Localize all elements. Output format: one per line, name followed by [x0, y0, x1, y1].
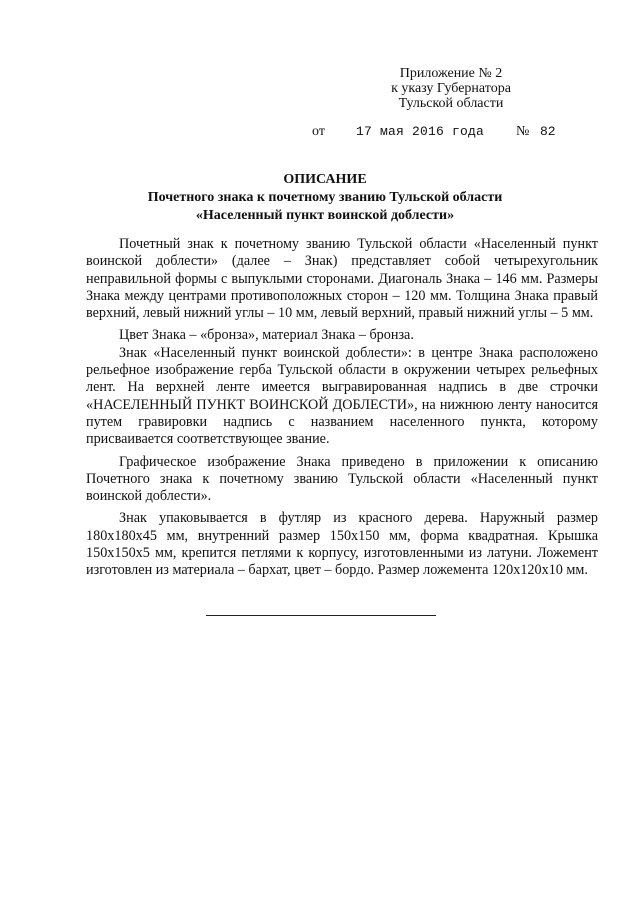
paragraph-description: Почетный знак к почетному званию Тульской области «Населенный пункт воинской доблести» (далее – Знак) представляет собой четырехугольник неправильной формы с выпуклыми сторонами. Диагональ Знака – 146 мм. Размеры Знака между центрами противоположных сторон – 120 мм. Толщина Знака правый верхний, левый нижний углы – 10 мм, левый верхний, правый нижний углы – 5 мм.	[86, 236, 598, 322]
title-subtitle-2: «Населенный пункт воинской доблести»	[195, 208, 455, 223]
paragraph-image-ref: Графическое изображение Знака приведено в приложении к описанию Почетного знака к почетному званию Тульской области «Населенный пункт воинской доблести».	[86, 453, 598, 505]
appendix-decree-ref: к указу Губернатора	[391, 81, 511, 96]
paragraph-design: Знак «Населенный пункт воинской доблести»: в центре Знака расположено рельефное изображение герба Тульской области в окружении четырех рельефных лент. На верхней ленте имеется выгравированная надпись в две строчки «НАСЕЛЕННЫЙ ПУНКТ ВОИНСКОЙ ДОБЛЕСТИ», на нижнюю ленту наносится путем гравировки надпись с названием населенного пункта, которому присваивается соответствующее звание.	[86, 344, 598, 448]
number-sign: №	[516, 124, 530, 139]
paragraph-packaging: Знак упаковывается в футляр из красного дерева. Наружный размер 180х180х45 мм, внутренний размер 150х150 мм, форма квадратная. Крышка 150х150х5 мм, крепится петлями к корпусу, изготовленными из латуни. Ложемент изготовлен из материала – бархат, цвет – бордо. Размер ложемента 120х120х10 мм.	[86, 510, 598, 579]
end-divider	[206, 615, 436, 616]
appendix-header	[381, 66, 521, 111]
decree-number: 82	[540, 124, 556, 139]
document-title	[80, 171, 570, 225]
title-heading: ОПИСАНИЕ	[283, 172, 367, 187]
title-subtitle-1: Почетного знака к почетному званию Тульской области	[147, 190, 503, 205]
decree-date: 17 мая 2016 года	[356, 124, 485, 139]
appendix-title: Приложение № 2	[399, 66, 503, 81]
document-body	[86, 236, 598, 580]
paragraph-color: Цвет Знака – «бронза», материал Знака – бронза.	[119, 327, 414, 344]
appendix-region: Тульской области	[398, 96, 504, 111]
from-label: от	[312, 124, 325, 139]
